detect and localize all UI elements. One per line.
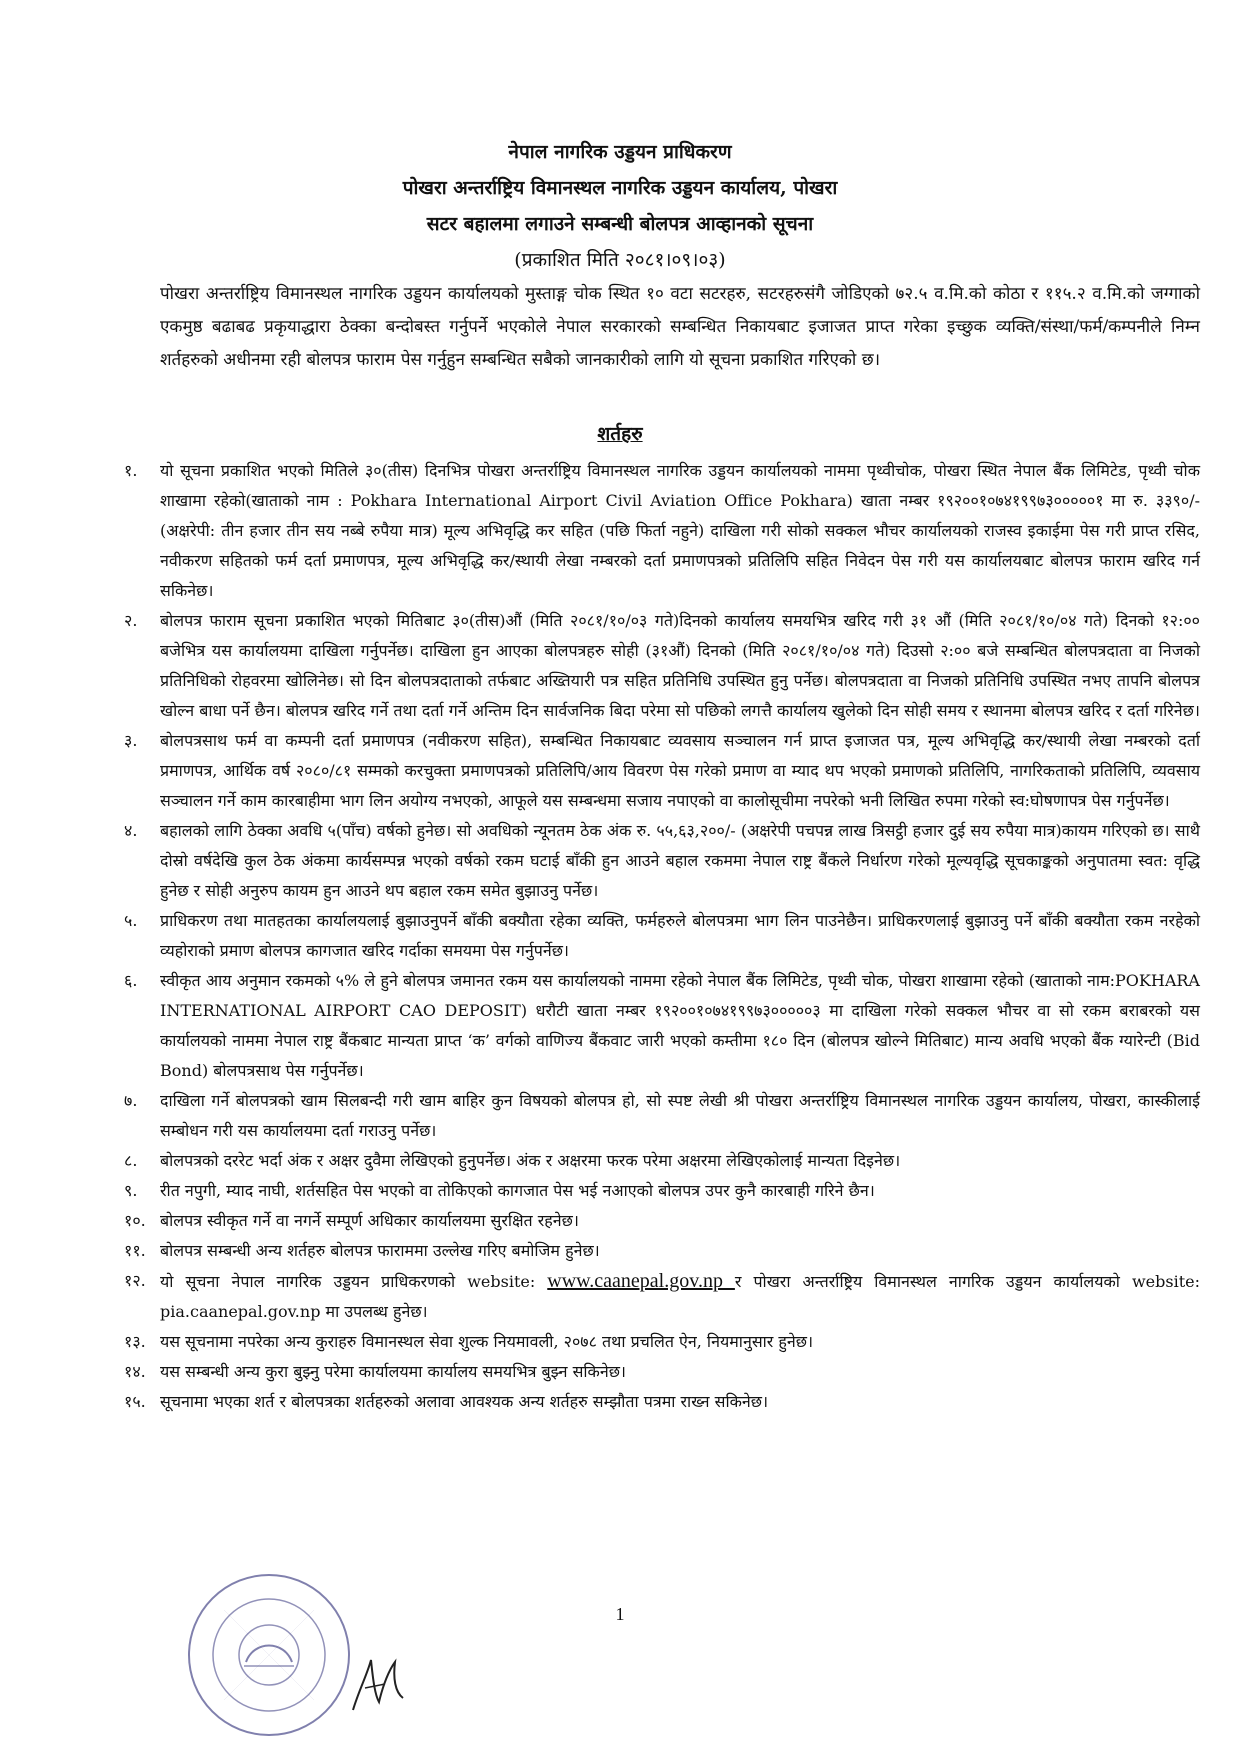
clause-5 [124,906,1200,966]
clause-text [160,1266,1200,1327]
clause-text: बोलपत्रसाथ फर्म वा कम्पनी दर्ता प्रमाणपत्र (नवीकरण सहित), सम्बन्धित निकायबाट व्यवसाय सञ्चालन गर्न प्राप्त इजाजत पत्र, मूल्य अभिवृद्धि कर/स्थायी लेखा नम्बरको दर्ता प्रमाणपत्र, आर्थिक वर्ष २०८०/८१ सम्मको करचुक्ता प्रमाणपत्रको प्रतिलिपि/आय विवरण पेस गरेको प्रमाण वा म्याद थप भएको प्रमाणको प्रतिलिपि, नागरिकताको प्रतिलिपि, व्यवसाय सञ्चालन गर्ने काम कारबाहीमा भाग लिन अयोग्य नभएको, आफूले यस सम्बन्धमा सजाय नपाएको वा कालोसूचीमा नपरेको भनी लिखित रुपमा गरेको स्व:घोषणापत्र पेस गर्नुपर्नेछ। [160,731,1200,810]
clause-number: ७. [124,1091,138,1110]
clause-number: ६. [124,971,138,990]
clause-text: रीत नपुगी, म्याद नाघी, शर्तसहित पेस भएको वा तोकिएको कागजात पेस भई नआएको बोलपत्र उपर कुनै कारबाही गरिने छैन। [160,1181,875,1200]
intro-text: पोखरा अन्तर्राष्ट्रिय विमानस्थल नागरिक उड्डयन कार्यालयको मुस्ताङ्ग चोक स्थित १० वटा सटरहरु, सटरहरुसंगै जोडिएको ७२.५ व.मि.को कोठा र ११५.२ व.मि.को जग्गाको एकमुष्ठ बढाबढ प्रकृयाद्धारा ठेक्का बन्दोबस्त गर्नुपर्ने भएकोले नेपाल सरकारको सम्बन्धित निकायबाट इजाजत प्राप्त गरेका इच्छुक व्यक्ति/संस्था/फर्म/कम्पनीले निम्न शर्तहरुको अधीनमा रही बोलपत्र फाराम पेस गर्नुहुन सम्बन्धित सबैको जानकारीको लागि यो सूचना प्रकाशित गरिएको छ। [160,284,1200,370]
page-number: 1 [615,1604,625,1624]
clause-number: ९. [124,1181,138,1200]
clause-3 [124,726,1200,816]
clause-1 [124,456,1200,606]
signature-icon [345,1640,415,1720]
clause-number: १. [124,461,138,480]
clause-number: ५. [124,911,138,930]
published-date: (प्रकाशित मिति २०८१।०९।०३) [514,249,726,271]
clause-2 [124,606,1200,726]
caan-website-link[interactable]: www.caanepal.gov.np [547,1270,735,1292]
notice-header [0,134,1240,278]
clause-text: यस सम्बन्धी अन्य कुरा बुझ्नु परेमा कार्यालयमा कार्यालय समयभित्र बुझ्न सकिनेछ। [160,1362,626,1381]
clause-text: बोलपत्र स्वीकृत गर्ने वा नगर्ने सम्पूर्ण अधिकार कार्यालयमा सुरक्षित रहनेछ। [160,1211,579,1230]
clause-text: सूचनामा भएका शर्त र बोलपत्रका शर्तहरुको अलावा आवश्यक अन्य शर्तहरु सम्झौता पत्रमा राख्न सकिनेछ। [160,1392,769,1411]
clause-number: १०. [124,1211,146,1230]
intro-paragraph [160,278,1200,377]
clause-number: ३. [124,731,138,750]
clause-text: दाखिला गर्ने बोलपत्रको खाम सिलबन्दी गरी खाम बाहिर कुन विषयको बोलपत्र हो, सो स्पष्ट लेखी श्री पोखरा अन्तर्राष्ट्रिय विमानस्थल नागरिक उड्डयन कार्यालय, पोखरा, कास्कीलाई सम्बोधन गरी यस कार्यालयमा दर्ता गराउनु पर्नेछ। [160,1091,1200,1140]
clause-text: प्राधिकरण तथा मातहतका कार्यालयलाई बुझाउनुपर्ने बाँकी बक्यौता रहेका व्यक्ति, फर्महरुले बोलपत्रमा भाग लिन पाउनेछैन। प्राधिकरणलाई बुझाउनु पर्ने बाँकी बक्यौता रकम नरहेको व्यहोराको प्रमाण बोलपत्र कागजात खरिद गर्दाका समयमा पेस गर्नुपर्नेछ। [160,911,1200,960]
authority-name: नेपाल नागरिक उड्डयन प्राधिकरण [508,141,732,163]
clause-12 [124,1266,1200,1327]
clause-15 [124,1387,1200,1417]
clause-13 [124,1327,1200,1357]
clause-8 [124,1146,1200,1176]
clause-number: ८. [124,1151,138,1170]
clause-text: बोलपत्रको दररेट भर्दा अंक र अक्षर दुवैमा लेखिएको हुनुपर्नेछ। अंक र अक्षरमा फरक परेमा अक्षरमा लेखिएकोलाई मान्यता दिइनेछ। [160,1151,901,1170]
clause-7 [124,1086,1200,1146]
clause-text: बोलपत्र फाराम सूचना प्रकाशित भएको मितिबाट ३०(तीस)औं (मिति २०८१/१०/०३ गते)दिनको कार्यालय समयभित्र खरिद गरी ३१ औं (मिति २०८१/१०/०४ गते) दिनको १२:०० बजेभित्र यस कार्यालयमा दाखिला गर्नुपर्नेछ। दाखिला हुन आएका बोलपत्रहरु सोही (३१औं) दिनको (मिति २०८१/१०/०४ गते) दिउसो २:०० बजे सम्बन्धित बोलपत्रदाता वा निजको प्रतिनिधिको रोहवरमा खोलिनेछ। सो दिन बोलपत्रदाताको तर्फबाट अख्तियारी पत्र सहित प्रतिनिधि उपस्थित हुनु पर्नेछ। बोलपत्रदाता वा निजको प्रतिनिधि उपस्थित नभए तापनि बोलपत्र खोल्न बाधा पर्ने छैन। बोलपत्र खरिद गर्ने तथा दर्ता गर्ने अन्तिम दिन सार्वजनिक बिदा परेमा सो पछिको लगत्तै कार्यालय खुलेको दिन सोही समय र स्थानमा बोलपत्र खरिद र दर्ता गरिनेछ। [160,611,1200,720]
clause-number: १५. [124,1392,146,1411]
clause-12-text-before: यो सूचना नेपाल नागरिक उड्डयन प्राधिकरणको website: [160,1272,548,1291]
clause-4 [124,816,1200,906]
clause-number: १२. [124,1271,146,1290]
clause-10 [124,1206,1200,1236]
terms-heading: शर्तहरु [597,423,643,445]
terms-list [124,456,1200,1417]
clause-text: यस सूचनामा नपरेका अन्य कुराहरु विमानस्थल सेवा शुल्क नियमावली, २०७८ तथा प्रचलित ऐन, नियमानुसार हुनेछ। [160,1332,814,1351]
clause-number: २. [124,611,138,630]
clause-6 [124,966,1200,1086]
clause-12-text-after: र पोखरा अन्तर्राष्ट्रिय विमानस्थल नागरिक उड्डयन कार्यालयको website: pia.caanepal.gov.np मा उपलब्ध हुनेछ। [160,1272,1200,1321]
clause-number: १४. [124,1362,146,1381]
notice-title: सटर बहालमा लगाउने सम्बन्धी बोलपत्र आव्हानको सूचना [426,213,814,235]
clause-11 [124,1236,1200,1266]
clause-text: बहालको लागि ठेक्का अवधि ५(पाँच) वर्षको हुनेछ। सो अवधिको न्यूनतम ठेक अंक रु. ५५,६३,२००/- (अक्षरेपी पचपन्न लाख त्रिसट्ठी हजार दुई सय रुपैया मात्र)कायम गरिएको छ। साथै दोस्रो वर्षदेखि कुल ठेक अंकमा कार्यसम्पन्न भएको वर्षको रकम घटाई बाँकी हुन आउने बहाल रकममा नेपाल राष्ट्र बैंकले निर्धारण गरेको मूल्यवृद्धि सूचकाङ्कको अनुपातमा स्वत: वृद्धि हुनेछ र सोही अनुरुप कायम हुन आउने थप बहाल रकम समेत बुझाउनु पर्नेछ। [160,821,1200,900]
clause-text: स्वीकृत आय अनुमान रकमको ५% ले हुने बोलपत्र जमानत रकम यस कार्यालयको नाममा रहेको नेपाल बैंक लिमिटेड, पृथ्वी चोक, पोखरा शाखामा रहेको (खाताको नाम:POKHARA INTERNATIONAL AIRPORT CAO DEPOSIT) धरौटी खाता नम्बर १९२००१०७४१९९७३०००००३ मा दाखिला गरेको सक्कल भौचर वा सो रकम बराबरको यस कार्यालयको नाममा नेपाल राष्ट्र बैंकबाट मान्यता प्राप्त ‘क’ वर्गको वाणिज्य बैंकवाट जारी भएको कम्तीमा १८० दिन (बोलपत्र खोल्ने मितिबाट) मान्य अवधि भएको बैंक ग्यारेन्टी (Bid Bond) बोलपत्रसाथ पेस गर्नुपर्नेछ। [160,971,1200,1080]
clause-text: बोलपत्र सम्बन्धी अन्य शर्तहरु बोलपत्र फाराममा उल्लेख गरिए बमोजिम हुनेछ। [160,1241,600,1260]
clause-text: यो सूचना प्रकाशित भएको मितिले ३०(तीस) दिनभित्र पोखरा अन्तर्राष्ट्रिय विमानस्थल नागरिक उड्डयन कार्यालयको नाममा पृथ्वीचोक, पोखरा स्थित नेपाल बैंक लिमिटेड, पृथ्वी चोक शाखामा रहेको(खाताको नाम : Pokhara International Airport Civil Aviation Office Pokhara) खाता नम्बर १९२००१०७४१९९७३०००००१ मा रु. ३३९०/- (अक्षरेपी: तीन हजार तीन सय नब्बे रुपैया मात्र) मूल्य अभिवृद्धि कर सहित (पछि फिर्ता नहुने) दाखिला गरी सोको सक्कल भौचर कार्यालयको राजस्व इकाईमा पेस गरी प्राप्त रसिद, नवीकरण सहितको फर्म दर्ता प्रमाणपत्र, मूल्य अभिवृद्धि कर/स्थायी लेखा नम्बरको दर्ता प्रमाणपत्रको प्रतिलिपि सहित निवेदन पेस गरी यस कार्यालयबाट बोलपत्र फाराम खरिद गर्न सकिनेछ। [160,461,1200,600]
office-name: पोखरा अन्तर्राष्ट्रिय विमानस्थल नागरिक उड्डयन कार्यालय, पोखरा [402,177,838,199]
clause-14 [124,1357,1200,1387]
clause-9 [124,1176,1200,1206]
clause-number: ११. [124,1241,146,1260]
clause-number: ४. [124,821,138,840]
clause-number: १३. [124,1332,146,1351]
office-seal-icon [184,1570,354,1740]
